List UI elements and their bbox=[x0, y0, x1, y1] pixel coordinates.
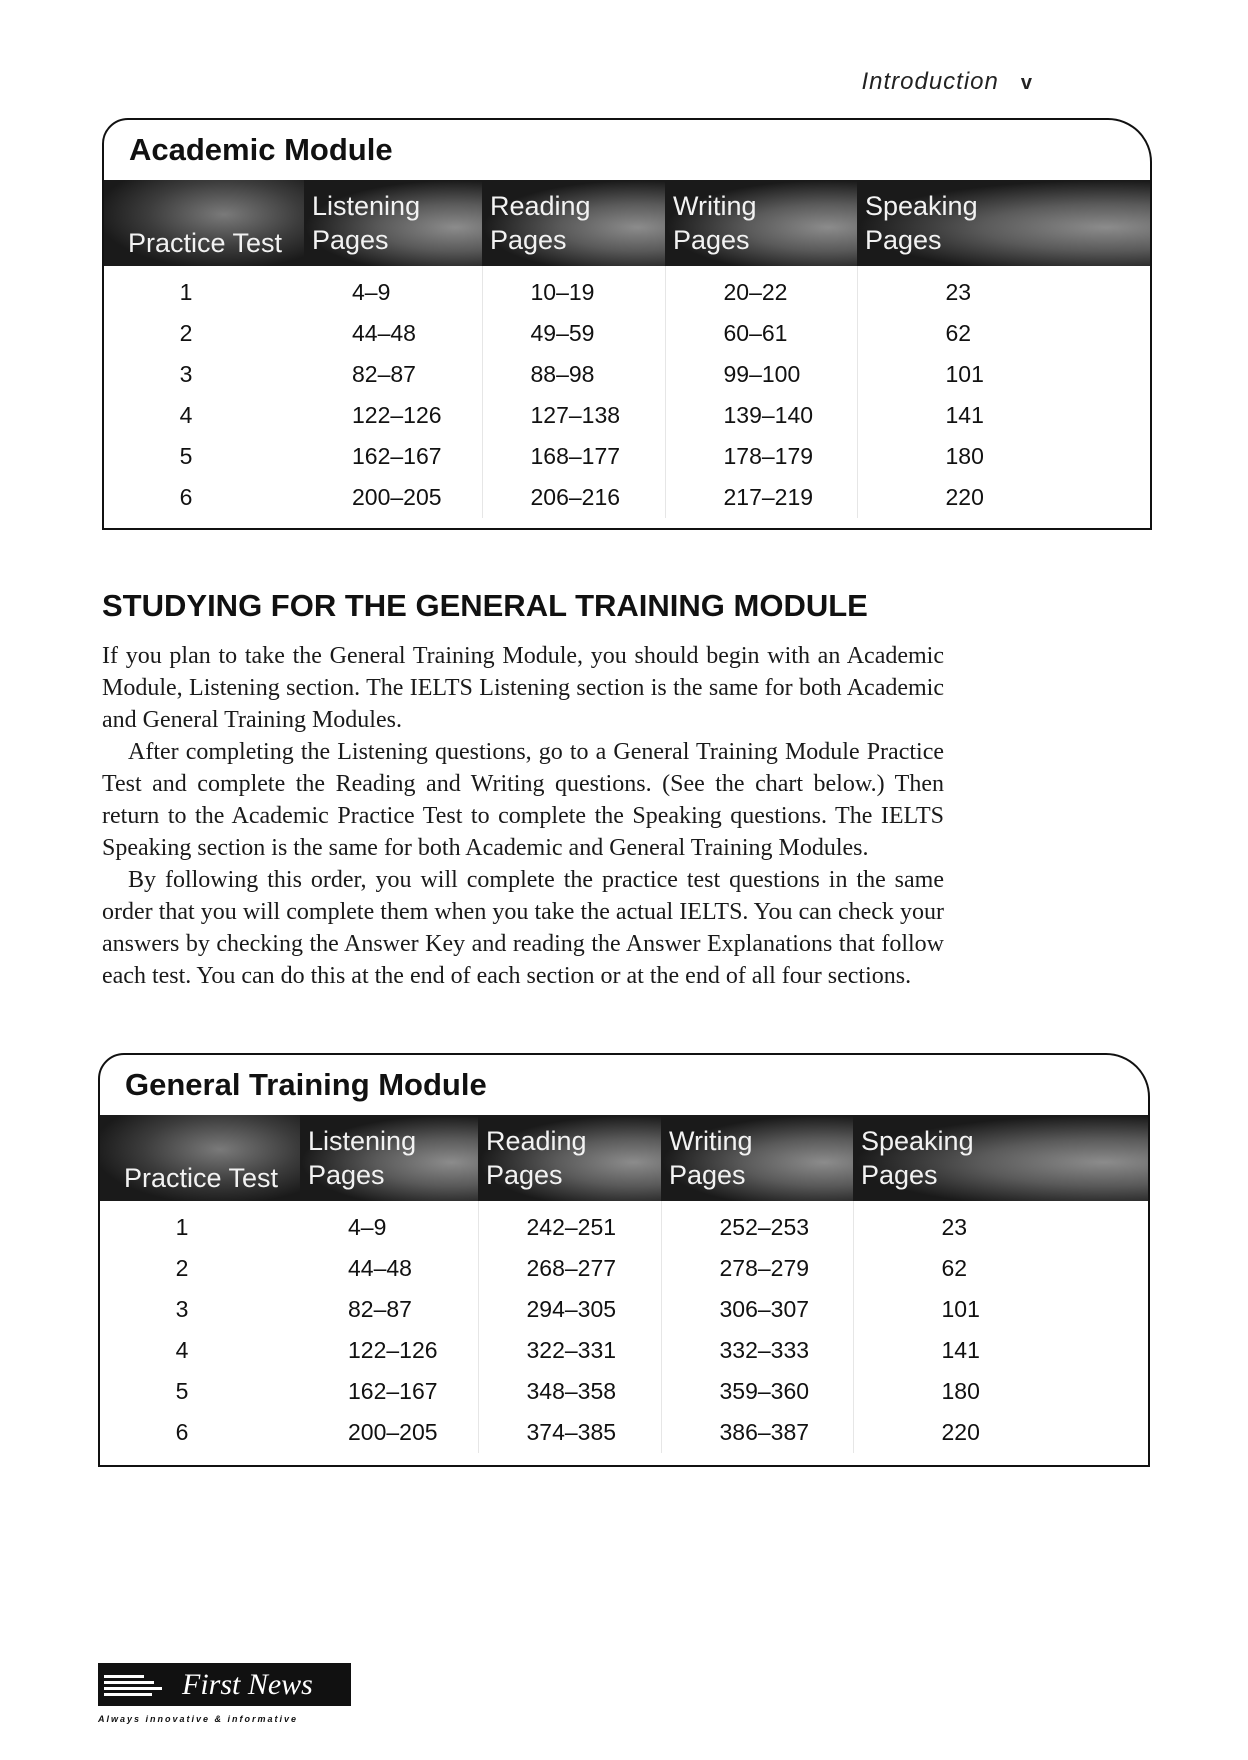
table-cell: 180 bbox=[857, 436, 1150, 477]
table-cell: 101 bbox=[853, 1289, 1148, 1330]
table-cell: 200–205 bbox=[352, 484, 442, 510]
table-cell: 101 bbox=[857, 354, 1150, 395]
table-cell: 278–279 bbox=[661, 1248, 853, 1289]
academic-module-table bbox=[104, 180, 1150, 518]
table-cell: 268–277 bbox=[478, 1248, 661, 1289]
table-cell: 88–98 bbox=[482, 354, 665, 395]
table-cell: 5 bbox=[179, 443, 193, 469]
speed-lines-icon bbox=[104, 1669, 170, 1701]
paragraph-2: After completing the Listening questions, go to a General Training Module Practice Test and complete the Reading and Writing questions. (See the chart below.) Then return to the Academic Practice Test to complete the Speaking questions. The IELTS Speaking section is the same for both Academic and General Training Modules. bbox=[102, 739, 944, 861]
general-column-header: Speaking Pages bbox=[853, 1115, 1148, 1201]
table-cell: 2 bbox=[179, 320, 193, 346]
table-row bbox=[100, 1330, 1148, 1371]
academic-table-body bbox=[104, 266, 1150, 518]
paragraph-3: By following this order, you will complete the practice test questions in the same order that you will complete them when you take the actual IELTS. You can check your answers by checking the Answer Key and reading the Answer Explanations that follow each test. You can do this at the end of each section or at the end of all four sections. bbox=[102, 867, 944, 989]
table-cell: 374–385 bbox=[478, 1412, 661, 1453]
academic-header-row bbox=[104, 180, 1150, 266]
table-cell: 178–179 bbox=[665, 436, 857, 477]
table-cell: 60–61 bbox=[665, 313, 857, 354]
table-cell: 180 bbox=[853, 1371, 1148, 1412]
table-cell: 322–331 bbox=[478, 1330, 661, 1371]
table-cell: 82–87 bbox=[348, 1296, 412, 1322]
table-cell: 386–387 bbox=[661, 1412, 853, 1453]
table-row bbox=[104, 395, 1150, 436]
table-row bbox=[104, 354, 1150, 395]
table-cell: 242–251 bbox=[478, 1201, 661, 1248]
table-cell: 99–100 bbox=[665, 354, 857, 395]
table-row bbox=[100, 1371, 1148, 1412]
table-row bbox=[100, 1412, 1148, 1453]
table-cell: 3 bbox=[175, 1296, 189, 1322]
table-cell: 62 bbox=[857, 313, 1150, 354]
general-column-header: Reading Pages bbox=[478, 1115, 661, 1201]
academic-table-head bbox=[104, 180, 1150, 266]
general-column-header: Listening Pages bbox=[300, 1115, 478, 1201]
table-cell: 220 bbox=[853, 1412, 1148, 1453]
publisher-tagline: Always innovative & informative bbox=[98, 1714, 299, 1724]
table-cell: 162–167 bbox=[348, 1378, 438, 1404]
table-cell: 49–59 bbox=[482, 313, 665, 354]
publisher-brand: First News bbox=[182, 1667, 313, 1701]
table-cell: 23 bbox=[857, 266, 1150, 313]
table-cell: 220 bbox=[857, 477, 1150, 518]
table-cell: 122–126 bbox=[348, 1337, 438, 1363]
table-cell: 6 bbox=[175, 1419, 189, 1445]
table-cell: 82–87 bbox=[352, 361, 416, 387]
table-cell: 1 bbox=[179, 279, 193, 305]
table-cell: 306–307 bbox=[661, 1289, 853, 1330]
section-heading: STUDYING FOR THE GENERAL TRAINING MODULE bbox=[102, 588, 868, 623]
academic-module-title: Academic Module bbox=[129, 132, 393, 167]
table-row bbox=[100, 1248, 1148, 1289]
table-cell: 1 bbox=[175, 1214, 189, 1240]
table-cell: 359–360 bbox=[661, 1371, 853, 1412]
table-row bbox=[104, 436, 1150, 477]
table-cell: 4–9 bbox=[348, 1214, 387, 1240]
general-module-table bbox=[100, 1115, 1148, 1453]
general-header-row bbox=[100, 1115, 1148, 1201]
table-cell: 5 bbox=[175, 1378, 189, 1404]
table-cell: 20–22 bbox=[665, 266, 857, 313]
table-cell: 141 bbox=[857, 395, 1150, 436]
general-table-body bbox=[100, 1201, 1148, 1453]
table-row bbox=[104, 313, 1150, 354]
page-number: v bbox=[1020, 72, 1033, 94]
table-row bbox=[100, 1201, 1148, 1248]
table-cell: 217–219 bbox=[665, 477, 857, 518]
table-cell: 44–48 bbox=[348, 1255, 412, 1281]
general-module-title: General Training Module bbox=[125, 1067, 487, 1102]
publisher-logo bbox=[98, 1663, 351, 1706]
section-body bbox=[102, 640, 944, 992]
academic-column-header: Reading Pages bbox=[482, 180, 665, 266]
academic-module-box bbox=[102, 118, 1152, 530]
paragraph-1: If you plan to take the General Training Module, you should begin with an Academic Module, Listening section. The IELTS Listening section is the same for both Academic and General Training Modules. bbox=[102, 643, 944, 733]
table-cell: 139–140 bbox=[665, 395, 857, 436]
table-cell: 4 bbox=[175, 1337, 189, 1363]
table-cell: 127–138 bbox=[482, 395, 665, 436]
table-cell: 122–126 bbox=[352, 402, 442, 428]
table-cell: 4 bbox=[179, 402, 193, 428]
general-column-header: Writing Pages bbox=[661, 1115, 853, 1201]
table-cell: 168–177 bbox=[482, 436, 665, 477]
table-cell: 141 bbox=[853, 1330, 1148, 1371]
general-column-header: Practice Test bbox=[100, 1115, 300, 1201]
table-cell: 200–205 bbox=[348, 1419, 438, 1445]
running-head bbox=[861, 68, 1033, 96]
academic-column-header: Writing Pages bbox=[665, 180, 857, 266]
table-cell: 332–333 bbox=[661, 1330, 853, 1371]
academic-column-header: Speaking Pages bbox=[857, 180, 1150, 266]
academic-column-header: Practice Test bbox=[104, 180, 304, 266]
table-row bbox=[104, 477, 1150, 518]
table-cell: 6 bbox=[179, 484, 193, 510]
table-cell: 44–48 bbox=[352, 320, 416, 346]
table-cell: 348–358 bbox=[478, 1371, 661, 1412]
running-head-section: Introduction bbox=[861, 68, 999, 95]
table-cell: 206–216 bbox=[482, 477, 665, 518]
general-table-head bbox=[100, 1115, 1148, 1201]
table-cell: 10–19 bbox=[482, 266, 665, 313]
table-cell: 3 bbox=[179, 361, 193, 387]
table-row bbox=[104, 266, 1150, 313]
table-cell: 23 bbox=[853, 1201, 1148, 1248]
academic-column-header: Listening Pages bbox=[304, 180, 482, 266]
table-cell: 252–253 bbox=[661, 1201, 853, 1248]
table-cell: 2 bbox=[175, 1255, 189, 1281]
table-row bbox=[100, 1289, 1148, 1330]
table-cell: 294–305 bbox=[478, 1289, 661, 1330]
general-module-box bbox=[98, 1053, 1150, 1467]
table-cell: 162–167 bbox=[352, 443, 442, 469]
table-cell: 62 bbox=[853, 1248, 1148, 1289]
table-cell: 4–9 bbox=[352, 279, 391, 305]
